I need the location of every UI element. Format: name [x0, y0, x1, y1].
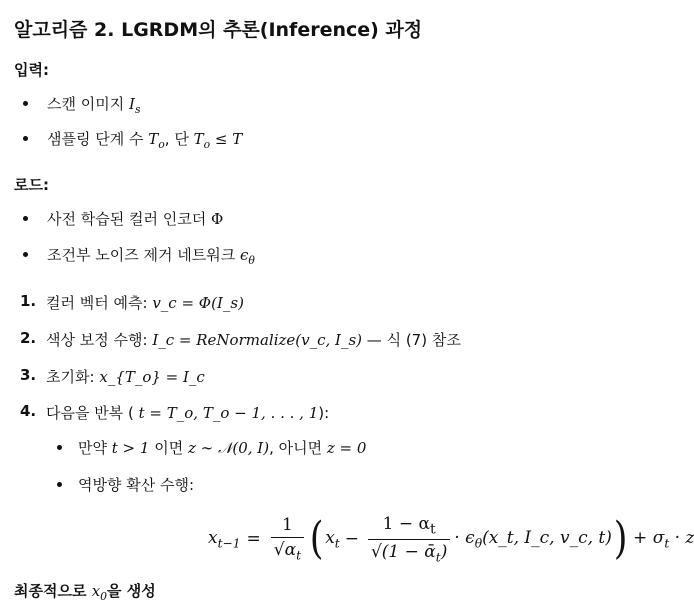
formula-sigma-term: + $\sigma_t \cdot z$ [633, 527, 694, 551]
formula-lhs: $x_{t-1}$ [208, 527, 241, 551]
sub-item-text: 만약 [78, 439, 107, 457]
input-item-tail-math: $T_o \le T$ [193, 130, 243, 151]
step-math: t = T_o, T_o − 1, . . . , 1 [138, 404, 319, 422]
step-text: 컬러 벡터 예측: [46, 294, 148, 312]
step-text: 다음을 반복 ( [46, 404, 134, 422]
step-tail: — 식 (7) 참조 [362, 331, 461, 349]
bullet-icon [23, 252, 28, 257]
load-item-text: 사전 학습된 컬러 인코더 [47, 210, 207, 228]
input-item-math: $T_o$ [148, 130, 165, 151]
formula-inner-x: $x_t$ [325, 527, 340, 551]
reverse-diffusion-formula: $x_{t-1}$ = $\frac{1}{√\alpha_t}$ ( $x_t$ − $\frac{1 - \alpha_t}{√(1 - ᾱ_t)}$ · $\epsilon_\theta(x\_t$, I_c, v_c, t) ) + $\sigma_t \cdot z$ [208, 513, 694, 565]
bullet-icon [23, 101, 28, 106]
step-number: 4. [20, 402, 37, 420]
step-text: 초기화: [46, 368, 95, 386]
load-item-text: 조건부 노이즈 제거 네트워크 [47, 246, 236, 264]
input-item-text: 스캔 이미지 [47, 95, 125, 113]
input-item-tail-text: , 단 [164, 130, 189, 148]
step-math: v_c = Φ(I_s) [152, 294, 244, 312]
formula-fraction-1: $\frac{1}{√\alpha_t}$ [271, 515, 304, 562]
input-item-math: $I_s$ [129, 95, 141, 116]
step-number: 2. [20, 329, 37, 347]
step-math: x_{T_o} = I_c [99, 368, 205, 386]
bullet-icon [23, 136, 28, 141]
sub-item-text: 이면 [154, 439, 184, 457]
step-number: 3. [20, 366, 37, 384]
step-number: 1. [20, 292, 37, 310]
page-title: 알고리즘 2. LGRDM의 추론(Inference) 과정 [14, 19, 423, 41]
load-item-math: Φ [211, 210, 224, 228]
sub-item-math: z ∼ 𝒩(0, I) [188, 439, 270, 457]
step-math: I_c = ReNormalize(v_c, I_s) [152, 331, 363, 349]
bullet-icon [57, 445, 62, 450]
sub-item-math: t > 1 [111, 439, 150, 457]
bullet-icon [23, 216, 28, 221]
formula-eps-term: · $\epsilon_\theta(x\_t$, I_c, v_c, t) [454, 527, 612, 551]
step-text: 색상 보정 수행: [46, 331, 148, 349]
sub-item-text: 역방향 확산 수행: [78, 476, 195, 494]
input-item-text: 샘플링 단계 수 [47, 130, 144, 148]
load-label: 로드: [14, 176, 49, 194]
sub-item-math: z = 0 [326, 439, 367, 457]
formula-fraction-2: $\frac{1 - \alpha_t}{√(1 - ᾱ_t)}$ [368, 514, 450, 565]
load-item-math: $\epsilon_\theta$ [239, 246, 255, 267]
input-label: 입력: [14, 61, 49, 79]
bullet-icon [57, 482, 62, 487]
final-output-line: 최종적으로 $x_0$을 생성 [14, 582, 156, 603]
sub-item-text: , 아니면 [269, 439, 323, 457]
step-tail: ): [318, 404, 330, 422]
